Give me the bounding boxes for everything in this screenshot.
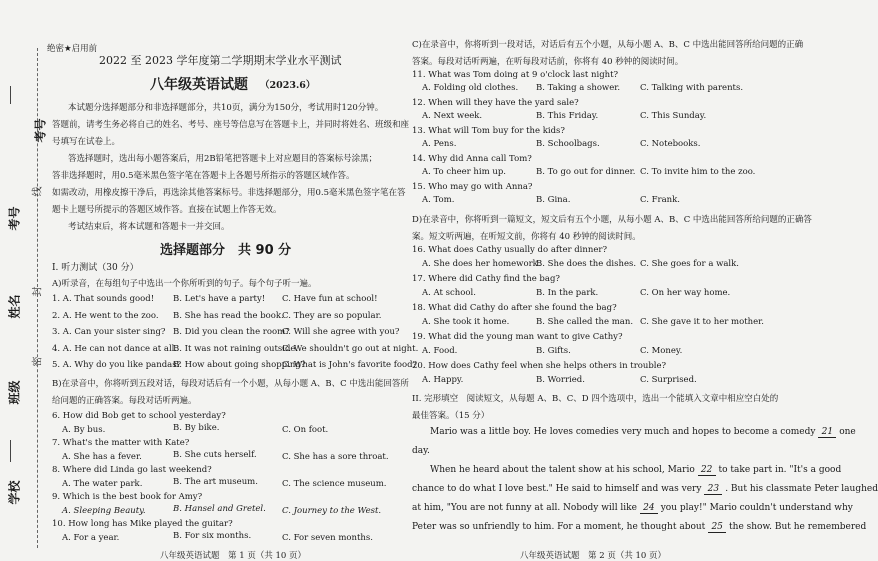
cloze-line	[412, 484, 878, 495]
question-option-b: B. She cuts herself.	[173, 450, 257, 460]
question-option-b: B. She has read the book.	[173, 310, 284, 321]
question-stem: 18. What did Cathy do after she found the bag?	[412, 303, 617, 313]
question-stem: 15. Who may go with Anna?	[412, 182, 533, 192]
cloze-line	[430, 465, 841, 476]
field-label-xingming: 姓名	[7, 294, 22, 319]
cloze-text: one	[839, 427, 856, 437]
instruction-line: 答题前，请考生务必将自己的姓名、考号、座号等信息写在答题卡上，并同时将姓名、班级和座	[52, 120, 410, 130]
footer-right: 八年级英语试题 第 2 页（共 10 页）	[520, 551, 667, 561]
field-label-banji: 班级	[7, 380, 22, 405]
question-option-c: C. To invite him to the zoo.	[640, 167, 756, 177]
part1-b-instruction: 给问题的正确答案。每段对话听两遍。	[52, 396, 197, 406]
question-option-c: C. We shouldn't go out at night.	[282, 343, 419, 354]
cloze-text: at him, "You are not funny at all. Nobody will like	[412, 503, 637, 513]
question-option-a: 4. A. He can not dance at all.	[52, 343, 178, 354]
question-option-b: B. For six months.	[173, 531, 252, 541]
seal-mark-mi: 密	[32, 356, 44, 367]
question-option-a: 3. A. Can your sister sing?	[52, 327, 166, 337]
cloze-blank-25: 25	[708, 522, 726, 533]
part-c-instruction: 答案。每段对话听两遍，在听每段对话前，你将有 40 秒钟的阅读时间。	[412, 57, 684, 67]
cloze-text: you play!" Mario couldn't understand why	[660, 503, 853, 513]
question-option-b: B. In the park.	[536, 288, 599, 298]
question-option-a: A. To cheer him up.	[422, 167, 507, 177]
part-d-instruction: D)在录音中，你将听到一篇短文，短文后有五个小题，从每小题 A、B、C 中选出能回答所给问题的正确答	[412, 215, 812, 225]
exam-title: 2022 至 2023 学年度第二学期期末学业水平测试	[99, 54, 342, 67]
cloze-blank-23: 23	[704, 484, 722, 495]
question-option-c: C. She gave it to her mother.	[640, 317, 764, 327]
question-option-a: A. Next week.	[422, 111, 483, 121]
paper-date: （2023.6）	[260, 80, 316, 91]
question-option-b: B. Let's have a party!	[173, 294, 266, 304]
cloze-text: chance to do what I love best." He said to himself and was very	[412, 484, 702, 494]
question-stem: 10. How long has Mike played the guitar?	[52, 519, 233, 529]
instruction-line: 答非选择题时，用0.5毫米黑色签字笔在答题卡上各题号所指示的答题区域作答。	[52, 171, 355, 181]
question-stem: 14. Why did Anna call Tom?	[412, 154, 532, 164]
question-option-a: A. The water park.	[62, 479, 143, 489]
section-title: 选择题部分 共 90 分	[160, 243, 292, 258]
question-option-a: 5. A. Why do you like pandas?	[52, 360, 182, 370]
question-option-b: B. It was not raining outside.	[173, 343, 299, 354]
question-option-c: C. The science museum.	[282, 479, 387, 489]
question-option-b: B. Gifts.	[536, 346, 571, 356]
cloze-line	[412, 503, 853, 514]
part-c-instruction: C)在录音中，你将听到一段对话，对话后有五个小题，从每小题 A、B、C 中选出能回答所给问题的正确	[412, 40, 804, 50]
question-option-b: B. Schoolbags.	[536, 139, 600, 149]
question-option-c: C. What is John's favorite food?	[282, 360, 418, 370]
question-option-a: 2. A. He went to the zoo.	[52, 310, 159, 321]
cloze-title: 最佳答案。（15 分）	[412, 411, 490, 421]
cloze-text: . But his classmate Peter laughed	[725, 484, 878, 494]
question-option-a: A. Pens.	[422, 139, 457, 149]
question-option-c: C. On her way home.	[640, 288, 731, 298]
side-tick	[10, 440, 11, 462]
question-stem: 19. What did the young man want to give Cathy?	[412, 332, 623, 342]
question-stem: 16. What does Cathy usually do after dinner?	[412, 245, 607, 255]
instruction-line: 考试结束后，将本试题和答题卡一并交回。	[68, 222, 230, 232]
question-option-a: A. For a year.	[62, 533, 120, 543]
cloze-title: II. 完形填空 阅读短文，从每题 A、B、C、D 四个选项中，选出一个能填入文章中相应空白处的	[412, 394, 779, 404]
question-option-c: C. This Sunday.	[640, 111, 707, 121]
instruction-line: 号填写在试卷上。	[52, 137, 121, 147]
cloze-line: day.	[412, 446, 430, 456]
question-option-a: A. Happy.	[422, 375, 464, 385]
question-option-b: B. She does the dishes.	[536, 259, 637, 269]
instruction-line: 答选择题时，选出每小题答案后，用2B铅笔把答题卡上对应题目的答案标号涂黑；	[68, 154, 378, 164]
field-label-kaohao-2: 考号	[7, 206, 22, 231]
cloze-text: Mario was a little boy. He loves comedies very much and hopes to become a comedy	[430, 427, 816, 437]
question-stem: 12. When will they have the yard sale?	[412, 98, 579, 108]
cloze-blank-24: 24	[640, 503, 658, 514]
question-option-c: C. Frank.	[640, 195, 680, 205]
field-label-xuexiao: 学校	[7, 480, 22, 505]
question-option-b: B. Did you clean the room?	[173, 327, 290, 337]
question-option-a: A. She does her homework.	[422, 259, 541, 269]
question-option-c: C. Money.	[640, 346, 683, 356]
question-option-c: C. Talking with parents.	[640, 83, 744, 93]
cloze-line	[430, 427, 856, 438]
question-stem: 9. Which is the best book for Amy?	[52, 492, 203, 502]
cloze-blank-21: 21	[818, 427, 836, 438]
question-option-a: A. At school.	[422, 288, 476, 298]
question-option-c: C. Notebooks.	[640, 139, 701, 149]
instruction-line: 本试题分选择题部分和非选择题部分，共10页，满分为150分，考试用时120分钟。	[68, 103, 384, 113]
cloze-text: the show. But he remembered	[729, 522, 867, 532]
question-option-a: A. Food.	[422, 346, 458, 356]
question-option-c: C. She goes for a walk.	[640, 259, 739, 269]
question-option-b: B. This Friday.	[536, 111, 599, 121]
question-option-c: C. On foot.	[282, 425, 329, 435]
question-option-b: B. She called the man.	[536, 317, 634, 327]
part1-b-instruction: B)在录音中，你将听到五段对话，每段对话后有一个小题，从每小题 A、B、C 中选出能回答所	[52, 379, 409, 389]
question-option-c: C. Journey to the West.	[282, 506, 382, 516]
question-option-b: B. How about going shopping?	[173, 360, 306, 370]
secret-label: 绝密★启用前	[47, 44, 98, 54]
question-option-a: A. She has a fever.	[62, 452, 142, 462]
question-stem: 8. Where did Linda go last weekend?	[52, 465, 212, 475]
question-option-c: C. She has a sore throat.	[282, 452, 389, 462]
instruction-line: 如需改动，用橡皮擦干净后，再选涂其他答案标号。非选择题部分，用0.5毫米黑色签字笔在答	[52, 188, 406, 198]
question-option-b: B. The art museum.	[173, 477, 258, 487]
footer-left: 八年级英语试题 第 1 页（共 10 页）	[160, 551, 307, 561]
question-option-b: B. Taking a shower.	[536, 83, 621, 93]
seal-mark-xian: 线	[32, 186, 44, 197]
question-option-a: A. By bus.	[62, 425, 106, 435]
question-option-a: A. Tom.	[422, 195, 455, 205]
part-d-instruction: 案。短文听两遍，在听短文前，你将有 40 秒钟的阅读时间。	[412, 232, 641, 242]
question-option-c: C. They are so popular.	[282, 310, 382, 321]
cloze-text: When he heard about the talent show at his school, Mario	[430, 465, 695, 475]
part1-title: I. 听力测试（30 分）	[52, 263, 139, 273]
question-option-c: C. For seven months.	[282, 533, 373, 543]
question-stem: 7. What's the matter with Kate?	[52, 438, 190, 448]
question-stem: 6. How did Bob get to school yesterday?	[52, 411, 226, 421]
question-option-a: 1. A. That sounds good!	[52, 294, 155, 304]
question-option-a: A. Folding old clothes.	[422, 83, 519, 93]
question-stem: 20. How does Cathy feel when she helps others in trouble?	[412, 361, 667, 371]
cloze-line	[412, 522, 866, 533]
question-option-c: C. Have fun at school!	[282, 294, 378, 304]
side-tick	[10, 86, 11, 104]
cloze-blank-22: 22	[698, 465, 716, 476]
question-option-c: C. Surprised.	[640, 375, 697, 385]
question-stem: 17. Where did Cathy find the bag?	[412, 274, 560, 284]
question-stem: 11. What was Tom doing at 9 o'clock last night?	[412, 70, 619, 80]
question-option-b: B. By bike.	[173, 423, 220, 433]
seal-mark-feng: 封	[32, 286, 44, 297]
question-option-b: B. Worried.	[536, 375, 585, 385]
cloze-text: to take part in. "It's a good	[718, 465, 842, 475]
question-option-a: A. She took it home.	[422, 317, 510, 327]
question-stem: 13. What will Tom buy for the kids?	[412, 126, 565, 136]
question-option-a: A. Sleeping Beauty.	[62, 506, 146, 516]
question-option-b: B. Gina.	[536, 195, 571, 205]
part1-a-instruction: A)听录音，在每组句子中选出一个你所听到的句子。每个句子听一遍。	[52, 279, 317, 289]
paper-title: 八年级英语试题	[150, 77, 248, 93]
cloze-text: Peter was so unfriendly to him. For a moment, he thought about	[412, 522, 706, 532]
question-option-b: B. Hansel and Gretel.	[173, 504, 266, 514]
question-option-c: C. Will she agree with you?	[282, 327, 400, 337]
field-label-kaohao: 考号	[33, 118, 48, 143]
question-option-b: B. To go out for dinner.	[536, 167, 636, 177]
instruction-line: 题卡上题号所提示的答题区域作答。直接在试题上作答无效。	[52, 205, 282, 215]
